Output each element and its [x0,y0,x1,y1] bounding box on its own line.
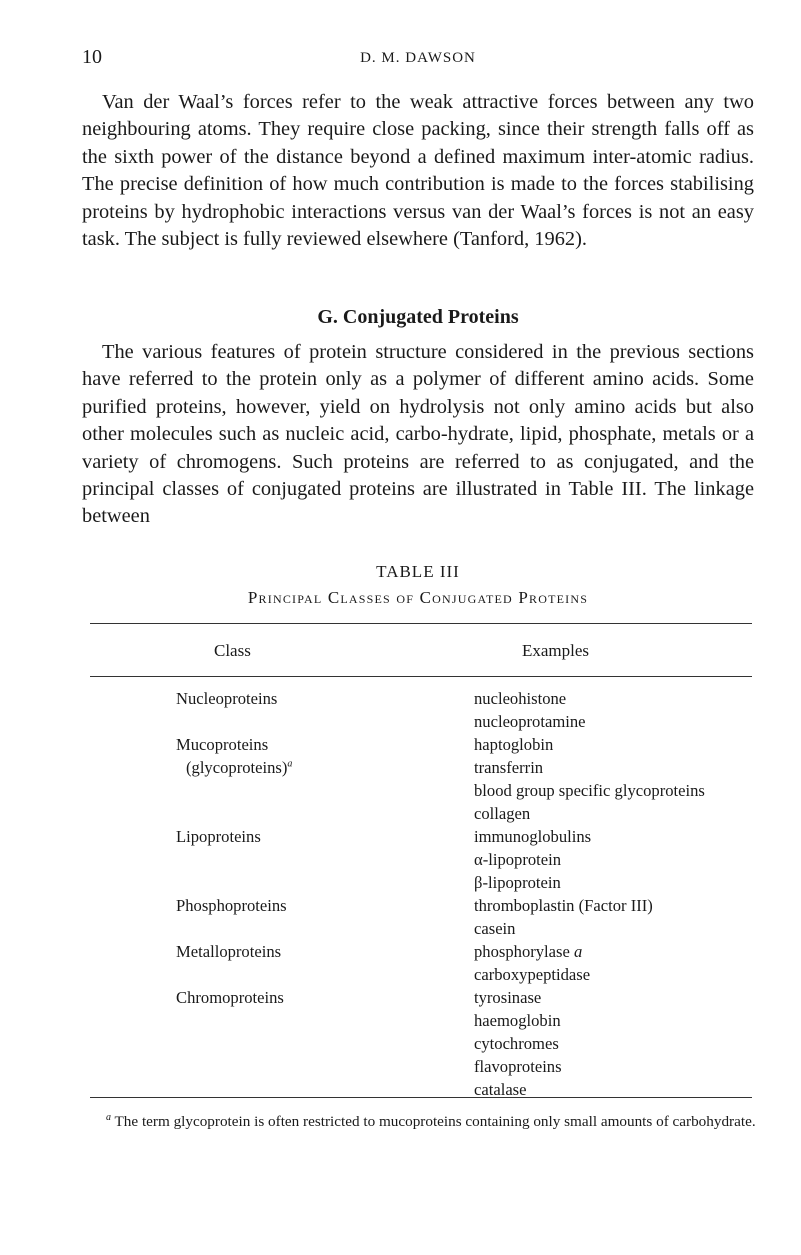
class-cell: Phosphoproteins [176,896,287,915]
example-cell: cytochromes [474,1034,559,1053]
example-cell: collagen [474,804,531,823]
class-cell: Metalloproteins [176,942,282,961]
example-cell: haemoglobin [474,1011,561,1030]
table-caption: Principal Classes of Conjugated Proteins [247,588,589,607]
example-cell: tyrosinase [474,988,542,1007]
example-cell: casein [474,919,516,938]
example-cell: nucleohistone [474,689,567,708]
column-header-class: Class [214,641,251,660]
example-cell: thromboplastin (Factor III) [474,896,653,915]
example-cell: β-lipoprotein [474,873,561,892]
table-label: TABLE III [376,562,460,581]
example-cell: flavoproteins [474,1057,562,1076]
class-cell: Mucoproteins [176,735,269,754]
table-footnote [88,1108,758,1131]
section-heading: G. Conjugated Proteins [317,306,519,328]
example-cell: carboxypeptidase [474,965,591,984]
running-head: D. M. DAWSON [360,50,476,66]
paragraph-conjugated-proteins: The various features of protein structure considered in the previous sections have referred to the protein only as a polymer of different amino acids. Some purified proteins, however, yield on hydrolysis not only amino acids but also other molecules such as nucleic acid, carbo-hydrate, lipid, phosphate, metals or a variety of chromogens. Such proteins are referred to as conjugated, and the principal classes of conjugated proteins are illustrated in Table III. The linkage between [82,341,754,528]
phosphorylase-suffix: a [574,942,583,961]
footnote-marker: a [106,1112,111,1123]
example-cell: α-lipoprotein [474,850,562,869]
example-cell: catalase [474,1080,527,1099]
class-cell: Lipoproteins [176,827,261,846]
paragraph-van-der-waals: Van der Waal’s forces refer to the weak attractive forces between any two neighbouring atoms. They require close packing, since their strength falls off as the sixth power of the distance beyond a defined maximum inter-atomic radius. The precise definition of how much contribution is made to the forces stabilising proteins by hydrophobic interactions versus van der Waal’s forces is not an easy task. The subject is fully reviewed elsewhere (Tanford, 1962). [82,91,754,251]
page-number: 10 [82,46,102,68]
class-cell: Nucleoproteins [176,689,278,708]
footnote-text: The term glycoprotein is often restricted to mucoproteins containing only small amounts of carbohydrate. [114,1113,756,1131]
table-top-rule [90,623,752,624]
class-cell: Chromoproteins [176,988,284,1007]
example-cell: haptoglobin [474,735,554,754]
table-header-rule [90,676,752,677]
example-cell: immunoglobulins [474,827,592,846]
example-cell: blood group specific glycoproteins [474,781,705,800]
column-header-examples: Examples [522,641,590,660]
example-cell: phosphorylase a [474,942,583,961]
table-bottom-rule [90,1097,752,1098]
class-cell: (glycoproteins)$^a$ [186,758,293,777]
page-header [82,46,754,76]
footnote-marker: a [287,758,293,770]
example-cell: nucleoprotamine [474,712,586,731]
example-cell: transferrin [474,758,544,777]
